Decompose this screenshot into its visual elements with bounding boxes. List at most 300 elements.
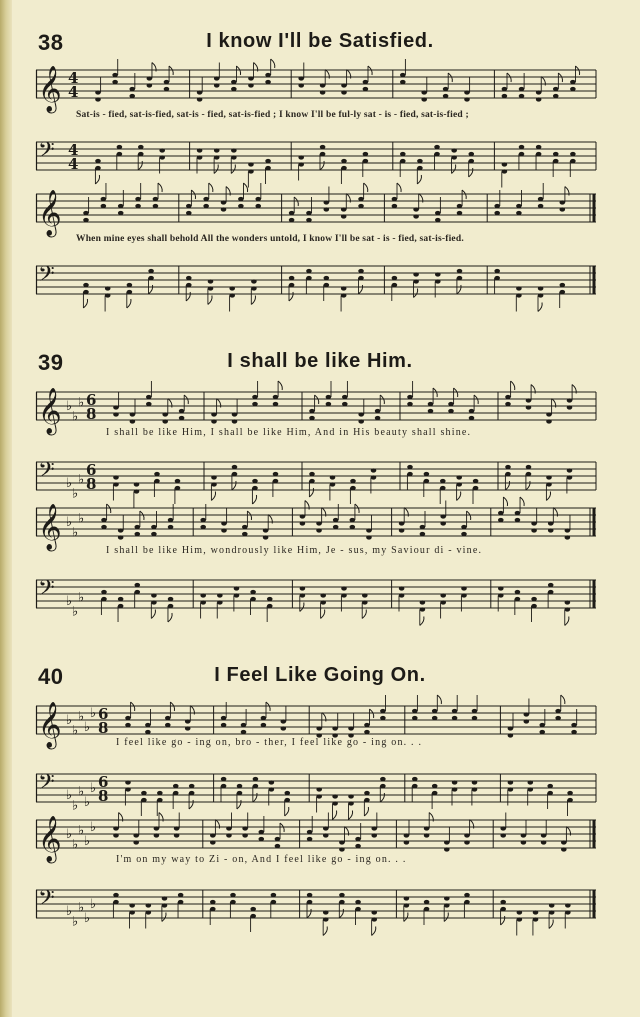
note-head	[565, 535, 571, 539]
note-head	[151, 532, 157, 536]
note-head	[178, 893, 184, 897]
note-head	[435, 272, 441, 276]
note-head	[101, 518, 107, 522]
note-head	[473, 479, 479, 483]
note-head	[307, 893, 313, 897]
note-head	[250, 597, 256, 601]
note-head	[565, 528, 571, 532]
note-head	[448, 402, 454, 406]
note-chord	[498, 497, 508, 522]
note-head	[83, 211, 89, 215]
note-head	[560, 207, 566, 211]
note-head	[548, 528, 554, 532]
note-head	[494, 204, 500, 208]
flat-icon: ♭	[78, 709, 85, 725]
note-head	[472, 709, 478, 713]
note-head	[151, 593, 157, 597]
note-head	[265, 159, 271, 163]
note-head	[118, 604, 124, 608]
note-chord	[273, 381, 283, 406]
note-head	[428, 409, 434, 413]
flat-icon: ♭	[78, 472, 85, 488]
note-head	[316, 528, 322, 532]
note-head	[432, 709, 438, 713]
note-head	[371, 833, 377, 837]
note-head	[265, 73, 271, 77]
note-head	[134, 482, 140, 486]
note-head	[289, 283, 295, 287]
note-chord	[203, 183, 213, 208]
note-head	[232, 419, 238, 423]
flat-icon: ♭	[72, 486, 79, 502]
note-flag	[243, 183, 247, 192]
note-flag	[169, 66, 173, 75]
note-head	[457, 276, 463, 280]
note-head	[358, 197, 364, 201]
bass-staff	[36, 762, 596, 812]
flat-icon: ♭	[66, 904, 73, 919]
note-chord	[549, 903, 555, 928]
note-flag	[236, 66, 240, 75]
note-head	[298, 155, 304, 159]
flat-icon: ♭	[72, 914, 79, 930]
note-head	[452, 716, 458, 720]
note-head	[232, 412, 238, 416]
note-flag	[131, 702, 135, 711]
note-head	[412, 716, 418, 720]
note-chord	[538, 286, 544, 311]
note-head	[230, 893, 236, 897]
note-head	[434, 152, 440, 156]
note-head	[358, 412, 364, 416]
note-head	[536, 97, 542, 101]
note-head	[440, 521, 446, 525]
note-flag	[138, 161, 142, 170]
note-head	[524, 719, 530, 723]
note-head	[306, 211, 312, 215]
note-head	[526, 472, 532, 476]
flat-icon: ♭	[72, 837, 79, 853]
note-flag	[511, 381, 515, 390]
note-head	[461, 586, 467, 590]
bass-clef-icon: 𝄢	[38, 770, 55, 800]
note-head	[355, 907, 361, 911]
lyric-line: I shall be like Him, wondrously like Him, Je - sus, my Saviour di - vine.	[106, 545, 483, 556]
note-head	[420, 607, 426, 611]
note-head	[508, 780, 514, 784]
note-head	[135, 197, 141, 201]
note-head	[211, 475, 217, 479]
note-head	[309, 479, 315, 483]
note-chord	[472, 695, 478, 720]
note-head	[203, 197, 209, 201]
treble-clef-icon: 𝄞	[38, 702, 62, 748]
note-head	[320, 600, 326, 604]
note-chord	[146, 903, 152, 928]
note-head	[567, 468, 573, 472]
lyric-line: Sat-is - fied, sat-is-fied, sat-is - fied, sat-is-fied ; I know I'll be ful-ly sat - is - fied, sat-is-fied ;	[76, 110, 469, 120]
note-head	[505, 395, 511, 399]
note-head	[134, 525, 140, 529]
time-signature-top: 6	[86, 391, 97, 409]
note-head	[101, 590, 107, 594]
note-head	[524, 712, 530, 716]
note-head	[330, 482, 336, 486]
note-head	[362, 593, 368, 597]
note-head	[146, 903, 152, 907]
note-head	[528, 780, 534, 784]
note-head	[494, 269, 500, 273]
note-head	[400, 152, 406, 156]
note-head	[435, 211, 441, 215]
note-flag	[247, 511, 251, 520]
note-head	[134, 532, 140, 536]
note-head	[197, 90, 203, 94]
note-head	[440, 593, 446, 597]
note-head	[570, 87, 576, 91]
note-head	[348, 794, 354, 798]
lyric-line: When mine eyes shall behold All the wonders untold, I know I'll be sat - is - fied, sat-is-fied.	[76, 234, 464, 244]
note-head	[324, 283, 330, 287]
note-head	[173, 784, 179, 788]
note-head	[371, 826, 377, 830]
note-flag	[372, 927, 376, 936]
note-chord	[105, 286, 111, 311]
flat-icon: ♭	[66, 476, 73, 491]
note-head	[371, 917, 377, 921]
note-head	[221, 777, 227, 781]
note-chord	[265, 59, 275, 84]
note-head	[420, 600, 426, 604]
note-chord	[407, 381, 413, 406]
flat-icon: ♭	[78, 900, 85, 916]
note-head	[432, 784, 438, 788]
hymn-title: I Feel Like Going On.	[214, 664, 426, 686]
note-flag	[561, 695, 565, 704]
note-head	[112, 73, 118, 77]
note-flag	[162, 913, 166, 922]
note-head	[133, 833, 139, 837]
note-chord	[153, 183, 163, 208]
note-flag	[149, 285, 153, 294]
note-head	[269, 787, 275, 791]
note-head	[221, 200, 227, 204]
note-head	[440, 486, 446, 490]
note-head	[252, 402, 258, 406]
note-head	[565, 600, 571, 604]
note-head	[421, 90, 427, 94]
time-signature-top: 6	[86, 461, 97, 479]
note-head	[399, 593, 405, 597]
note-chord	[229, 286, 235, 311]
note-head	[185, 726, 191, 730]
note-head	[221, 207, 227, 211]
note-head	[549, 910, 555, 914]
note-flag	[209, 183, 213, 192]
note-head	[175, 486, 181, 490]
note-head	[364, 723, 370, 727]
note-head	[134, 489, 140, 493]
note-head	[221, 528, 227, 532]
note-head	[231, 155, 237, 159]
note-chord	[323, 910, 329, 935]
note-head	[316, 794, 322, 798]
note-head	[300, 521, 306, 525]
note-head	[159, 155, 165, 159]
note-head	[153, 197, 159, 201]
note-head	[146, 402, 152, 406]
note-head	[323, 917, 329, 921]
note-head	[339, 847, 345, 851]
note-head	[113, 405, 119, 409]
note-head	[95, 90, 101, 94]
note-head	[424, 826, 430, 830]
note-head	[536, 145, 542, 149]
note-head	[451, 148, 457, 152]
note-head	[536, 152, 542, 156]
note-head	[553, 87, 559, 91]
note-head	[269, 780, 275, 784]
flat-icon: ♭	[78, 511, 85, 527]
note-head	[113, 475, 119, 479]
lyric-line: I feel like go - ing on, bro - ther, I feel like go - ing on. . .	[116, 737, 423, 748]
note-head	[145, 730, 151, 734]
note-head	[567, 791, 573, 795]
note-head	[567, 798, 573, 802]
note-flag	[558, 73, 562, 82]
note-head	[332, 794, 338, 798]
bass-staff	[36, 130, 596, 180]
note-head	[546, 412, 552, 416]
time-signature-top: 6	[98, 773, 109, 791]
time-signature-bottom: 8	[98, 787, 109, 805]
note-head	[424, 900, 430, 904]
note-head	[241, 723, 247, 727]
note-head	[548, 590, 554, 594]
note-head	[526, 465, 532, 469]
note-head	[83, 218, 89, 222]
note-chord	[251, 279, 257, 304]
note-flag	[214, 165, 218, 174]
note-head	[251, 279, 257, 283]
note-head	[173, 791, 179, 795]
note-head	[440, 600, 446, 604]
note-chord	[326, 381, 332, 406]
note-head	[242, 826, 248, 830]
note-head	[332, 801, 338, 805]
note-head	[541, 833, 547, 837]
note-head	[515, 511, 521, 515]
note-head	[371, 468, 377, 472]
flat-icon: ♭	[72, 525, 79, 541]
note-head	[200, 593, 206, 597]
note-head	[505, 465, 511, 469]
note-head	[306, 276, 312, 280]
note-head	[324, 200, 330, 204]
note-chord	[515, 497, 525, 522]
note-head	[186, 283, 192, 287]
note-head	[531, 521, 537, 525]
hymn-number: 40	[38, 664, 64, 689]
note-head	[242, 833, 248, 837]
note-head	[521, 833, 527, 837]
note-chord	[217, 593, 223, 618]
note-head	[440, 514, 446, 518]
note-chord	[516, 286, 522, 311]
note-head	[237, 791, 243, 795]
note-head	[210, 907, 216, 911]
note-head	[428, 402, 434, 406]
note-chord	[505, 381, 515, 406]
note-flag	[127, 299, 131, 308]
note-head	[284, 791, 290, 795]
note-head	[129, 903, 135, 907]
note-head	[461, 525, 467, 529]
note-flag	[501, 916, 505, 925]
flat-icon: ♭	[84, 834, 91, 849]
treble-clef-icon: 𝄞	[38, 190, 62, 236]
note-head	[341, 166, 347, 170]
note-head	[413, 214, 419, 218]
treble-clef-icon: 𝄞	[38, 504, 62, 550]
note-flag	[271, 59, 275, 68]
note-head	[464, 97, 470, 101]
note-head	[380, 709, 386, 713]
note-flag	[231, 165, 235, 174]
note-head	[229, 286, 235, 290]
note-head	[200, 600, 206, 604]
note-head	[117, 145, 123, 149]
note-head	[553, 152, 559, 156]
note-head	[179, 409, 185, 413]
note-head	[267, 597, 273, 601]
note-flag	[507, 73, 511, 82]
note-head	[221, 723, 227, 727]
flat-icon: ♭	[90, 897, 97, 912]
note-head	[221, 716, 227, 720]
note-head	[358, 276, 364, 280]
note-head	[125, 723, 131, 727]
note-head	[341, 207, 347, 211]
note-head	[168, 597, 174, 601]
note-chord	[298, 155, 304, 180]
note-flag	[362, 610, 366, 619]
note-flag	[184, 395, 188, 404]
note-head	[146, 395, 152, 399]
flat-icon: ♭	[66, 827, 73, 842]
note-flag	[315, 395, 319, 404]
flat-icon: ♭	[84, 911, 91, 926]
note-head	[404, 840, 410, 844]
note-head	[229, 293, 235, 297]
note-head	[255, 204, 261, 208]
note-head	[502, 162, 508, 166]
note-flag	[170, 702, 174, 711]
note-head	[118, 204, 124, 208]
note-head	[541, 840, 547, 844]
flat-icon: ♭	[66, 594, 73, 609]
note-head	[324, 276, 330, 280]
note-head	[526, 405, 532, 409]
note-head	[162, 412, 168, 416]
note-head	[273, 479, 279, 483]
note-flag	[538, 303, 542, 312]
note-head	[560, 283, 566, 287]
note-head	[211, 412, 217, 416]
note-flag	[158, 183, 162, 192]
note-flag	[368, 66, 372, 75]
note-head	[250, 590, 256, 594]
note-head	[281, 719, 287, 723]
note-head	[472, 780, 478, 784]
flat-icon: ♭	[66, 788, 73, 803]
note-head	[457, 211, 463, 215]
note-flag	[469, 168, 473, 177]
note-head	[432, 716, 438, 720]
note-head	[400, 80, 406, 84]
note-flag	[300, 603, 304, 612]
note-head	[95, 97, 101, 101]
note-head	[179, 416, 185, 420]
note-head	[531, 604, 537, 608]
note-head	[186, 204, 192, 208]
note-head	[456, 475, 462, 479]
note-flag	[414, 289, 418, 298]
note-flag	[526, 481, 530, 490]
note-head	[464, 893, 470, 897]
note-head	[538, 286, 544, 290]
note-head	[101, 197, 107, 201]
note-chord	[320, 593, 326, 618]
treble-staff	[36, 182, 596, 236]
treble-clef-icon: 𝄞	[38, 66, 62, 112]
note-head	[424, 907, 430, 911]
note-head	[363, 87, 369, 91]
note-head	[306, 269, 312, 273]
note-head	[320, 593, 326, 597]
note-head	[339, 900, 345, 904]
note-head	[248, 83, 254, 87]
note-head	[392, 283, 398, 287]
note-head	[197, 148, 203, 152]
note-head	[494, 211, 500, 215]
note-head	[309, 416, 315, 420]
note-flag	[503, 497, 507, 506]
note-head	[208, 279, 214, 283]
note-head	[145, 723, 151, 727]
note-chord	[146, 381, 152, 406]
note-chord	[432, 695, 442, 720]
note-head	[539, 730, 545, 734]
note-head	[307, 900, 313, 904]
note-head	[226, 826, 232, 830]
note-flag	[380, 395, 384, 404]
note-head	[210, 840, 216, 844]
note-head	[561, 847, 567, 851]
note-head	[400, 159, 406, 163]
note-head	[118, 535, 124, 539]
note-flag	[448, 73, 452, 82]
note-head	[162, 419, 168, 423]
note-head	[516, 204, 522, 208]
note-head	[341, 90, 347, 94]
note-head	[252, 395, 258, 399]
note-head	[130, 412, 136, 416]
note-head	[255, 197, 261, 201]
note-head	[498, 593, 504, 597]
note-head	[118, 528, 124, 532]
note-head	[443, 87, 449, 91]
